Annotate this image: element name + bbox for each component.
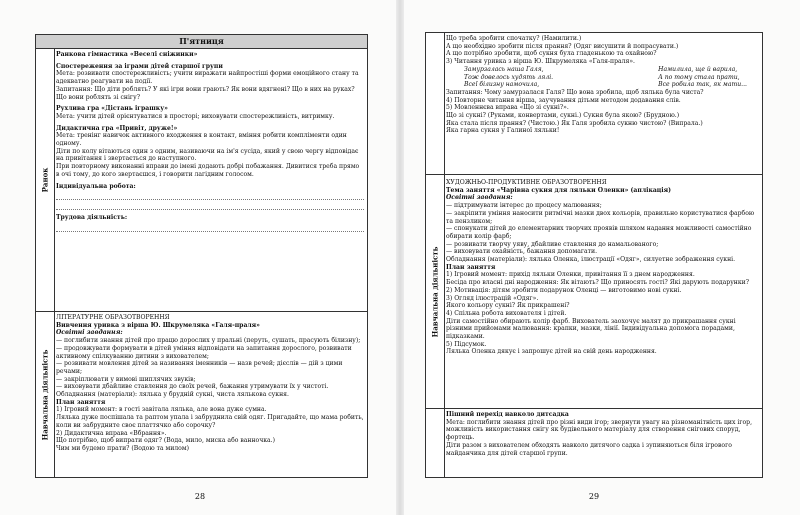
class-paragraph: 2) Дидактична вправа «Вбрання». bbox=[56, 429, 167, 437]
art-class-paragraph: Обладнання (матеріали): лялька Оленка, ілюстрації «Одяг», силуетне зображення сукні. bbox=[446, 256, 736, 264]
class-paragraph: — продовжувати формувати в дітей уміння відповідати на запитання дорослого, розвивати активному спілкуванню дитини з вихователем; bbox=[56, 344, 352, 360]
walk-paragraph: Мета: поглибити знання дітей про різні види ігор; звернути увагу на різноманітність цих ігор, можливість використання снігу як будівельного матеріалу для створення снігових споруд, фортець. bbox=[446, 418, 753, 442]
page-number-right: 29 bbox=[588, 492, 600, 501]
morning-paragraph: Спостереження за іграми дітей старшої групи bbox=[56, 62, 223, 70]
day-header: П'ятниця bbox=[36, 35, 367, 49]
walk-paragraph: Пішний перехід навколо дитсадка bbox=[446, 411, 569, 418]
art-class-paragraph: — виховувати охайність, бажання допомагати. bbox=[446, 248, 598, 256]
continuation-paragraph: Запитання: Чому замурзалася Галя? Що вона зробила, щоб лялька була чиста? bbox=[446, 88, 704, 96]
art-class-paragraph: 2) Мотивація: дітям зробити подарунок Оленці — виготовимо нові сукні. bbox=[446, 286, 682, 294]
class-paragraph: Обладнання (матеріали): лялька у брудній сукні, чиста лялькова сукня. bbox=[56, 391, 289, 399]
continuation-paragraph: 4) Повторне читання вірша, заучування дітьми методом додавання слів. bbox=[446, 96, 681, 104]
plan-table-left bbox=[35, 34, 368, 478]
continuation-paragraphs bbox=[446, 35, 759, 66]
art-class-content bbox=[446, 179, 759, 409]
art-class-paragraph: План заняття bbox=[446, 263, 496, 271]
morning-paragraph: Запитання: Що діти роблять? У які ігри вони грають? Як вони вдягнені? Що в них на руках? Що вони роблять зі снігу? bbox=[56, 85, 355, 101]
morning-paragraph: Ранкова гімнастика «Веселі сніжинки» bbox=[56, 51, 198, 58]
morning-paragraphs bbox=[56, 51, 364, 179]
art-class-paragraph: — спонукати дітей до елементарних творчих проявів шляхом надання можливості самостійно обирати колір фарб; bbox=[446, 225, 752, 240]
art-class-paragraph: 1) Ігровий момент: прихід ляльки Оленки, привітання її з днем народження. bbox=[446, 271, 695, 279]
art-class-paragraph: ХУДОЖНЬО-ПРОДУКТИВНЕ ОБРАЗОТВОРЕННЯ bbox=[446, 179, 607, 186]
class-paragraph: — виховувати дбайливе ставлення до своїх речей, бажання утримувати їх у чистоті. bbox=[56, 383, 329, 391]
poem-block bbox=[446, 66, 759, 89]
class-paragraph: Освітні завдання: bbox=[56, 329, 123, 337]
art-class-paragraph: — закріпити уміння наносити ритмічні мазки двох кольорів, правильно користуватися фарбою та пензликом; bbox=[446, 209, 755, 225]
individual-work-label: Індивідуальна робота: bbox=[56, 182, 136, 190]
walk-content bbox=[446, 411, 759, 477]
poem-line: Намилила, ще й варила, bbox=[658, 65, 738, 73]
continuation-paragraph: 3) Читання уривка з вірша Ю. Шкрумеляка «Галя-праля». bbox=[446, 58, 635, 66]
walk-section bbox=[426, 408, 762, 477]
morning-paragraph: Мета: тренінг навичок активного входження в контакт, вміння робити компліменти один одному. bbox=[56, 132, 347, 148]
continuation-paragraph: А що необхідно зробити після прання? (Одяг висушити й попрасувати.) bbox=[446, 42, 679, 50]
poem-left-column bbox=[464, 66, 553, 89]
art-class-paragraph: — розвивати творчу уяву, дбайливе ставлення до намальованого; bbox=[446, 240, 659, 248]
poem-line: Тож довелось худять лялі. bbox=[464, 73, 554, 81]
continuation-paragraph: Що треба зробити спочатку? (Намилити.) bbox=[446, 35, 582, 42]
poem-line: Всеї білизну намочила, bbox=[464, 81, 540, 89]
poem-right-column bbox=[658, 66, 747, 89]
class-section-left bbox=[36, 311, 367, 477]
art-class-paragraph: 5) Підсумок. bbox=[446, 340, 487, 348]
plan-table-right bbox=[425, 32, 763, 478]
class-paragraph: Лялька дуже поспішала та раптом упала і забруднила свій одяг. Пригадайте, що мама робить, коли ви забрудните своє платтячко або сорочку? bbox=[56, 414, 364, 429]
continuation-section bbox=[426, 33, 762, 174]
continuation-paragraph: 5) Мовленнєва вправа «Що зі сукні?». bbox=[446, 104, 569, 112]
poem-line: А по тому стала прати, bbox=[658, 73, 740, 81]
page-number-left: 28 bbox=[194, 492, 206, 501]
morning-side-column bbox=[36, 49, 55, 311]
continuation-paragraphs-2 bbox=[446, 89, 759, 135]
walk-paragraph: Діти разом з вихователем обходять навколо дитячого садка і зупиняються біля ігрового майданчика для дітей старшої групи. bbox=[446, 441, 732, 457]
class-paragraph: — закріплювати у вимові шиплячих звуків; bbox=[56, 375, 196, 383]
class-paragraph: Що потрібно, щоб випрати одяг? (Вода, мило, миска або ванночка.) bbox=[56, 437, 275, 445]
morning-paragraph: Дидактична гра «Привіт, друже!» bbox=[56, 124, 178, 132]
continuation-paragraph: Яка стала після прання? (Чистою.) Як Галя зробила сукню чистою? (Випрала.) bbox=[446, 119, 703, 127]
continuation-content bbox=[446, 35, 759, 174]
art-class-paragraph: Якого кольору сукні? Як прикрашені? bbox=[446, 302, 570, 310]
morning-paragraph: Мета: розвивати спостережливість; учити виражати найпростіші форми емоційного стану та адекватно реагувати на події. bbox=[56, 70, 359, 86]
art-class-paragraph: 3) Огляд ілюстрацій «Одяг». bbox=[446, 294, 539, 302]
class-paragraph: Вивчення уривка з вірша Ю. Шкрумеляка «Галя-праля» bbox=[56, 321, 260, 329]
class-paragraph: — поглибити знання дітей про працю дорослих у пральні (перуть, сушать, прасують білизну); bbox=[56, 337, 361, 345]
art-class-paragraph: Тема заняття «Чарівна сукня для ляльки Оленки» (аплікація) bbox=[446, 186, 672, 194]
individual-work-line bbox=[56, 202, 364, 210]
art-class-paragraph: Бесіда про власні дні народження: Як вітають? Що приносять гості? Які дарують подарунки? bbox=[446, 279, 749, 287]
art-class-paragraph: Освітні завдання: bbox=[446, 194, 513, 202]
continuation-paragraph: Що зі сукні? (Руками, конвертами, сукні.) Сукня була якою? (Брудною.) bbox=[446, 112, 680, 120]
walk-side-column bbox=[426, 409, 445, 477]
class-paragraph: План заняття bbox=[56, 398, 106, 406]
class-side-label: Навчальна діяльність bbox=[40, 349, 50, 440]
class-paragraph: ЛІТЕРАТУРНЕ ОБРАЗОТВОРЕННЯ bbox=[56, 314, 170, 321]
class-paragraph: — розвивати мовлення дітей за називання іменників — назв речей; дієслів — дій з цими речами; bbox=[56, 360, 343, 375]
art-class-paragraph: Лялька Оленка дякує і запрошує дітей на свій день народження. bbox=[446, 348, 657, 356]
morning-paragraph: Рухлива гра «Дістань іграшку» bbox=[56, 105, 168, 113]
individual-work-line bbox=[56, 192, 364, 200]
class-side-column-right bbox=[426, 175, 445, 409]
class-paragraph: 1) Ігровий момент: в гості завітала лялька, але вона дуже сумна. bbox=[56, 406, 267, 414]
labor-activity-label: Трудова діяльність: bbox=[56, 214, 128, 222]
morning-content bbox=[56, 51, 364, 311]
morning-paragraph: При повторному виконанні вправи до імені додають добрі побажання. Дивитися треба прямо в очі тому, до кого звертаєшся, і говорити лагідним голосом. bbox=[56, 163, 360, 178]
class-content-left bbox=[56, 314, 364, 477]
class-paragraph: Чим ми будемо прати? (Водою та милом) bbox=[56, 444, 189, 452]
class-side-column bbox=[36, 312, 55, 477]
morning-paragraph: Мета: учити дітей орієнтуватися в просторі; виховувати спостережливість, витримку. bbox=[56, 112, 335, 120]
art-class-paragraph: Діти самостійно обирають колір фарб. Вихователь заохочує малят до прикрашання сукні різними прийомами малювання: крапки, мазки, лінії. Індивідуальна допомога порадами, підказками. bbox=[446, 317, 736, 341]
poem-line: Замурзалась наша Галя, bbox=[464, 65, 544, 73]
morning-paragraph: Діти по колу вітаються один з одним, називаючи на ім'я сусіда, який у свою чергу відповідає на привітання і звертається до наступного. bbox=[56, 147, 359, 163]
class-side-label-right: Навчальна діяльність bbox=[430, 246, 440, 338]
continuation-paragraph: Яка гарна сукня у Галиної ляльки! bbox=[446, 127, 560, 135]
class-section-right bbox=[426, 174, 762, 409]
right-page bbox=[400, 0, 800, 515]
morning-side-label: Ранок bbox=[40, 167, 50, 193]
continuation-paragraph: А що потрібно зробити, щоб сукня була гладенькою та охайною? bbox=[446, 50, 657, 58]
poem-line: Все робила так, як мати... bbox=[658, 81, 747, 89]
morning-section bbox=[36, 49, 367, 311]
art-class-paragraph: — підтримувати інтерес до процесу малювання; bbox=[446, 202, 602, 210]
continuation-side-column bbox=[426, 33, 445, 174]
labor-activity-line bbox=[56, 224, 364, 232]
art-class-paragraph: 4) Спільна робота вихователя і дітей. bbox=[446, 309, 567, 317]
